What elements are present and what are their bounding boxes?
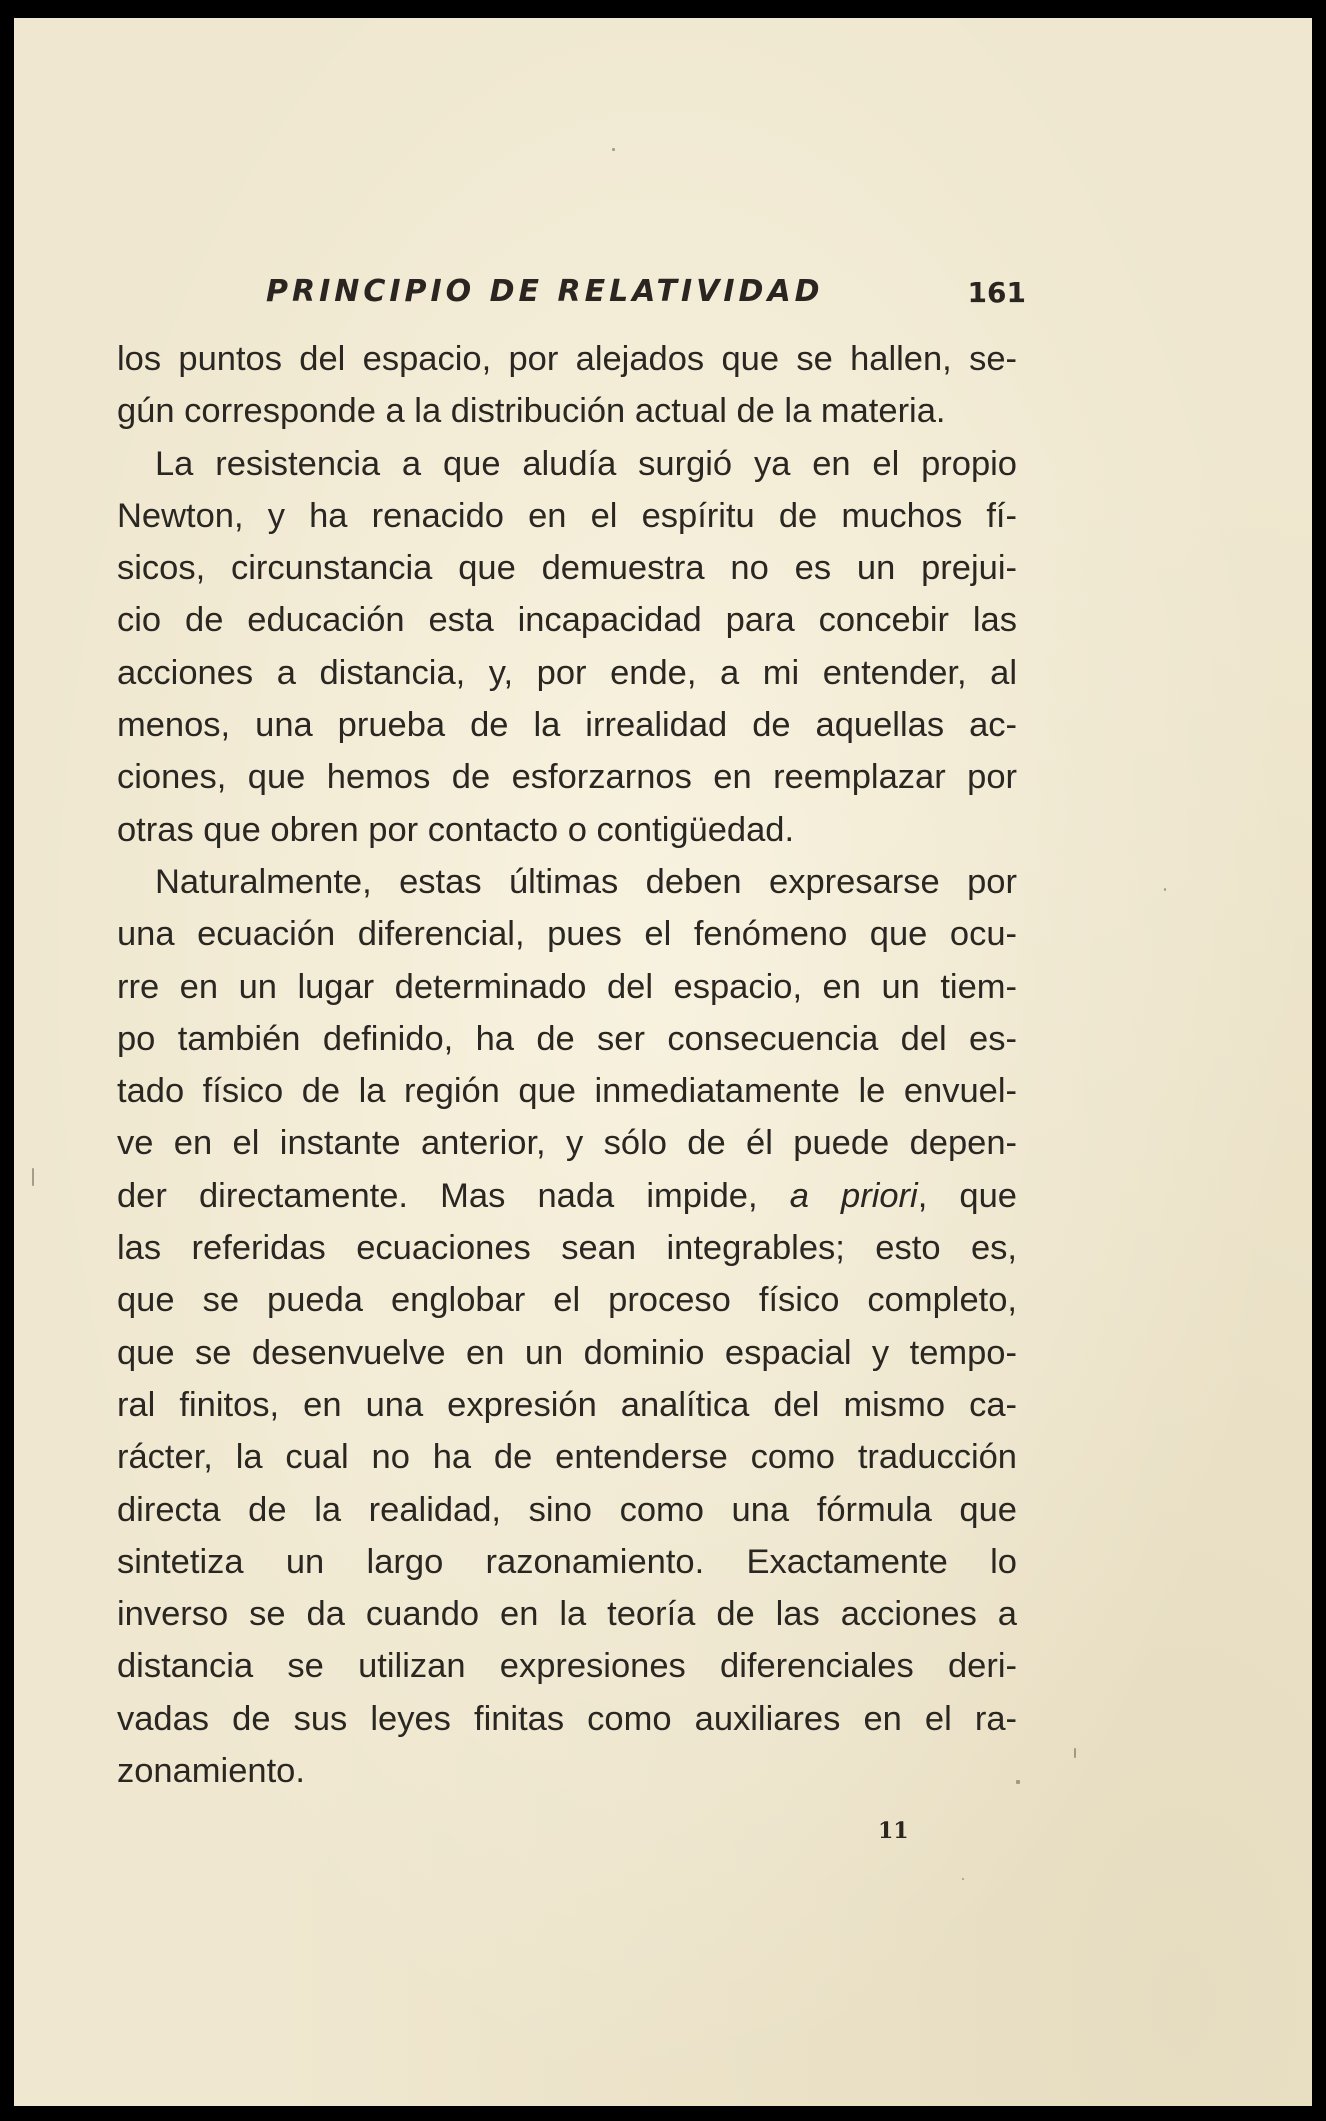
text-line: Naturalmente, estas últimas deben expresarse por: [155, 862, 1017, 901]
text-line: sicos, circunstancia que demuestra no es un prejui-: [117, 549, 1017, 588]
text-line: ve en el instante anterior, y sólo de él puede depen-: [117, 1124, 1017, 1163]
text-line-with-italic: [117, 1170, 1017, 1222]
text-line: distancia se utilizan expresiones diferenciales deri-: [117, 1647, 1017, 1686]
paper-speck: [32, 1168, 34, 1186]
text-line: los puntos del espacio, por alejados que se hallen, se-: [117, 340, 1017, 378]
text-line: Newton, y ha renacido en el espíritu de muchos fí-: [117, 496, 1017, 535]
paragraph-1: [117, 333, 1017, 438]
text-line: que se pueda englobar el proceso físico completo,: [117, 1281, 1017, 1320]
body-text: [117, 333, 1017, 1797]
paper-speck: [962, 1878, 964, 1880]
paper-speck: [1016, 1780, 1020, 1784]
text-line: zonamiento.: [117, 1752, 305, 1791]
text-line: las referidas ecuaciones sean integrables; esto es,: [117, 1229, 1017, 1268]
paper-speck: [612, 148, 615, 151]
text-fragment: der directamente. Mas nada impide,: [117, 1176, 758, 1215]
text-line: acciones a distancia, y, por ende, a mi entender, al: [117, 653, 1017, 692]
text-line: gún corresponde a la distribución actual de la materia.: [117, 392, 946, 431]
signature-mark: 11: [878, 1818, 909, 1844]
text-line: rácter, la cual no ha de entenderse como traducción: [117, 1438, 1017, 1477]
page-number: 161: [967, 276, 1026, 309]
text-line: tado físico de la región que inmediatamente le envuel-: [117, 1072, 1017, 1111]
text-line: sintetiza un largo razonamiento. Exactamente lo: [117, 1542, 1017, 1581]
running-head: [266, 274, 1026, 324]
text-line: directa de la realidad, sino como una fórmula que: [117, 1490, 1017, 1529]
text-line: que se desenvuelve en un dominio espacial y tempo-: [117, 1333, 1017, 1372]
running-head-title: PRINCIPIO DE RELATIVIDAD: [266, 274, 824, 309]
text-line: La resistencia a que aludía surgió ya en el propio: [155, 444, 1017, 483]
text-line: cio de educación esta incapacidad para concebir las: [117, 601, 1017, 640]
text-line: po también definido, ha de ser consecuencia del es-: [117, 1019, 1017, 1058]
text-line: vadas de sus leyes finitas como auxiliares en el ra-: [117, 1699, 1017, 1738]
paragraph-3: [117, 856, 1017, 1797]
text-line: inverso se da cuando en la teoría de las acciones a: [117, 1595, 1017, 1634]
italic-term: a priori: [789, 1176, 918, 1215]
text-fragment: , que: [917, 1176, 1017, 1215]
text-line: ral finitos, en una expresión analítica del mismo ca-: [117, 1385, 1017, 1424]
paragraph-2: [117, 438, 1017, 856]
text-line: ciones, que hemos de esforzarnos en reemplazar por: [117, 758, 1017, 797]
text-line: otras que obren por contacto o contigüedad.: [117, 810, 795, 849]
paper-speck: [1074, 1748, 1076, 1758]
text-line: rre en un lugar determinado del espacio, en un tiem-: [117, 967, 1017, 1006]
book-page: [14, 18, 1312, 2106]
text-line: menos, una prueba de la irrealidad de aquellas ac-: [117, 706, 1017, 745]
text-line: una ecuación diferencial, pues el fenómeno que ocu-: [117, 915, 1017, 954]
paper-speck: [1164, 888, 1166, 891]
